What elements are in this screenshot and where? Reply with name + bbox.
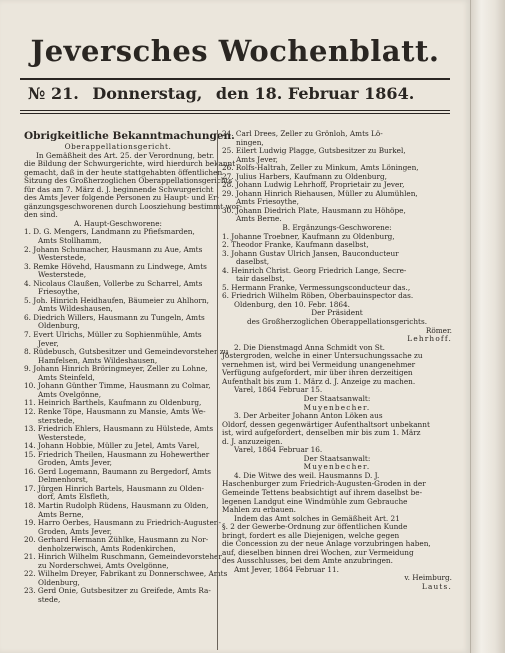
text-line: sterstede, xyxy=(38,415,75,425)
text-line: 4. Die Witwe des weil. Hausmanns D. J. xyxy=(234,470,380,480)
right-column-text xyxy=(222,130,452,592)
text-line: 24. Carl Drees, Zeller zu Grönloh, Amts Lö- xyxy=(222,129,383,138)
text-line: des Ausschlusses, bei dem Amte anzubringen. xyxy=(222,556,393,566)
text-line: 3. Der Arbeiter Johann Anton Löken aus xyxy=(234,411,383,421)
text-line: Amts Berne. xyxy=(236,214,282,224)
text-line: 23. Gerd Onie, Gutsbesitzer zu Greifede, Amts Ra- xyxy=(24,586,211,596)
text-line: 25. Eilert Ludwig Plagge, Gutsbesitzer zu Burkel, xyxy=(222,146,406,156)
text-line: Verfügung aufgefordert, mir über ihren derzeitigen xyxy=(222,368,413,378)
text-line: 4. Heinrich Christ. Georg Friedrich Lange, Secre- xyxy=(222,265,407,275)
text-line: 16. Gerd Logemann, Baumann zu Bergedorf, Amts xyxy=(24,466,212,476)
text-line: 2. Die Dienstmagd Anna Schmidt von St. xyxy=(234,342,385,352)
text-line: 5. Hermann Franke, Vermessungsconducteur das., xyxy=(222,282,411,292)
text-line: Der Staatsanwalt: xyxy=(303,453,371,463)
text-line: 29. Johann Hinrich Riehausen, Müller zu Alumühlen, xyxy=(222,188,418,198)
text-line: die Bildung der Schwurgerichte, wird hierdurch bekannt xyxy=(24,159,236,169)
text-line: Friesoythe, xyxy=(38,287,80,297)
text-line: 11. Heinrich Barthels, Kaufmann zu Oldenburg, xyxy=(24,398,202,408)
text-line: Aufenthalt bis zum 1. März d. J. Anzeige zu machen. xyxy=(222,376,416,386)
text-line: bringt, fordert es alle Diejenigen, welche gegen xyxy=(222,530,400,540)
text-line: Indem das Amt solches in Gemäßheit Art. 21 xyxy=(234,513,400,523)
text-line: 26. Rolfs-Haltrah, Zeller zu Minkum, Amts Löningen, xyxy=(222,163,419,173)
text-line: Westerstede, xyxy=(38,270,87,280)
text-line: stede, xyxy=(38,594,61,604)
dateline-rule xyxy=(20,110,450,111)
text-line: 30. Johann Diedrich Plate, Hausmann zu Höhöpe, xyxy=(222,205,406,215)
text-line: ningen, xyxy=(236,137,264,147)
column-divider xyxy=(217,130,218,650)
left-column-text xyxy=(24,150,242,605)
text-line: 15. Friedrich Theilen, Hausmann zu Hohewerther xyxy=(24,449,210,459)
text-line: 28. Johann Ludwig Lehrhoff, Proprietair zu Jever, xyxy=(222,180,405,190)
text-line: daselbst, xyxy=(236,257,270,267)
text-line: d. J. anzuzeigen. xyxy=(222,436,283,446)
text-line: legenen Landgut eine Windmühle zum Gebrauche xyxy=(222,496,408,506)
text-line: tair daselbst, xyxy=(236,274,285,284)
text-line: Gemeinde Tettens beabsichtigt auf ihrem daselbst be- xyxy=(222,487,423,497)
text-line: Oldenburg, xyxy=(38,321,80,331)
text-line: Amts Jever, xyxy=(236,154,278,164)
masthead-rule xyxy=(20,78,450,80)
dateline xyxy=(28,84,448,103)
text-line: 3. Remke Hövehd, Hausmann zu Lindwege, Amts xyxy=(24,261,207,271)
text-line: B. Ergänzungs-Geschworene: xyxy=(282,223,392,233)
text-line: Der Staatsanwalt: xyxy=(303,393,371,403)
text-line: 21. Hinrich Wilhelm Ruschmann, Gemeindevorsteher xyxy=(24,552,222,562)
text-line: Haschenburger zum Friedrich-Augusten-Groden in der xyxy=(222,479,426,489)
text-line: 6. Diedrich Willers, Hausmann zu Tungeln, Amts xyxy=(24,312,205,322)
text-line: Oldenburg, xyxy=(38,577,80,587)
text-line: dorf, Amts Elsfleth, xyxy=(38,492,110,502)
text-line: Der Präsident xyxy=(311,308,363,318)
section-subtitle: Oberappellationsgericht. xyxy=(64,142,172,151)
text-line: gänzungsgeschworenen durch Loosziehung bestimmt wor- xyxy=(24,201,242,211)
text-line: In Gemäßheit des Art. 25. der Verordnung, betr. xyxy=(36,150,215,160)
text-line: den sind. xyxy=(24,210,58,220)
text-line: 1. D. G. Mengers, Landmann zu Pfiefsmarden, xyxy=(24,227,195,237)
text-line: Westerstede, xyxy=(38,432,87,442)
text-line: Muyenbecher. xyxy=(303,462,371,472)
text-line: Oldorf, dessen gegenwärtiger Aufenthaltsort unbekannt xyxy=(222,419,430,429)
text-line: die Concession zu der neue Anlage vorzubringen haben, xyxy=(222,539,431,549)
text-line: Amt Jever, 1864 Februar 11. xyxy=(234,564,339,574)
text-line: Amts Stollhamm, xyxy=(38,236,102,246)
text-line: Varel, 1864 Februar 15. xyxy=(234,385,323,395)
text-line: des Großherzoglichen Oberappellationsgerichts. xyxy=(246,317,428,327)
text-line: 27. Julius Harbers, Kaufmann zu Oldenburg, xyxy=(222,171,387,181)
text-line: 14. Johann Hobbie, Müller zu Jetel, Amts Varel, xyxy=(24,441,200,451)
text-line: auf, dieselben binnen drei Wochen, zur Vermeidung xyxy=(222,547,414,557)
text-line: 12. Renke Töpe, Hausmann zu Mansie, Amts We- xyxy=(24,406,206,416)
text-line: zu Norderschwei, Amts Ovelgönne, xyxy=(38,560,169,570)
issue-number: № 21. xyxy=(28,84,79,103)
text-line: Lauts. xyxy=(421,581,452,591)
text-line: Muyenbecher. xyxy=(303,402,371,412)
text-line: Westerstede, xyxy=(38,253,87,263)
text-line: Amts Steinfeld, xyxy=(38,372,95,382)
text-line: Sitzung des Großherzoglichen Oberappellationsgerichts xyxy=(24,176,233,186)
text-line: 22. Wilhelm Dreyer, Fabrikant zu Donnerschwee, Amts xyxy=(24,569,228,579)
text-line: 13. Friedrich Ehlers, Hausmann zu Hülstede, Amts xyxy=(24,424,214,434)
text-line: 1. Johanne Troebner, Kaufmann zu Oldenburg, xyxy=(222,231,395,241)
text-line: Jöstergroden, welche in einer Untersuchungssache zu xyxy=(222,351,423,361)
text-line: Amts Berne, xyxy=(38,509,84,519)
text-line: Groden, Amts Jever, xyxy=(38,526,112,536)
text-line: v. Heimburg. xyxy=(404,573,452,583)
text-line: 7. Evert Ulrichs, Müller zu Sophienmühle, Amts xyxy=(24,330,202,340)
right-column xyxy=(222,130,452,630)
text-line: 10. Johann Günther Timme, Hausmann zu Colmar, xyxy=(24,381,211,391)
text-line: Delmenhorst, xyxy=(38,475,89,485)
text-line: denholzerwisch, Amts Rodenkirchen, xyxy=(38,543,176,553)
text-line: Lehrhoff. xyxy=(407,334,452,344)
newspaper-masthead: Jeversches Wochenblatt. xyxy=(30,34,440,68)
text-line: 5. Joh. Hinrich Heidhaufen, Bäumeier zu Ahlhorn, xyxy=(24,295,209,305)
text-line: ist, wird aufgefordert, denselben mir bis zum 1. März xyxy=(222,428,421,438)
text-line: Amts Wildeshausen, xyxy=(38,304,113,314)
text-line: 6. Friedrich Wilhelm Röben, Oberbauinspector das. xyxy=(222,291,414,301)
left-column xyxy=(24,130,242,650)
text-line: Jever, xyxy=(38,338,59,348)
text-line: Amts Ovelgönne, xyxy=(38,389,102,399)
dateline-rule-thin xyxy=(20,113,450,114)
text-line: gemacht, daß in der heute stattgehabten öffentlichen xyxy=(24,167,223,177)
text-line: Mahlen zu erbauen. xyxy=(222,505,296,515)
section-title: Obrigkeitliche Bekanntmachungen. xyxy=(24,130,235,142)
text-line: A. Haupt-Geschworene: xyxy=(74,218,162,228)
issue-weekday: Donnerstag, xyxy=(92,84,203,103)
text-line: vernehmen ist, wird bei Vermeidung unangenehmer xyxy=(222,359,416,369)
text-line: 4. Nicolaus Claußen, Vollerbe zu Scharrel, Amts xyxy=(24,278,203,288)
text-line: §. 2 der Gewerbe-Ordnung zur öffentlichen Kunde xyxy=(222,522,408,532)
text-line: Oldenburg, den 10. Febr. 1864. xyxy=(234,299,350,309)
text-line: des Amts Jever folgende Personen zu Haupt- und Er- xyxy=(24,193,220,203)
page-edge xyxy=(470,0,505,653)
text-line: Groden, Amts Jever, xyxy=(38,458,112,468)
text-line: Amts Friesoythe, xyxy=(236,197,299,207)
text-line: 3. Johann Gustav Ulrich Jansen, Bauconducteur xyxy=(222,248,399,258)
text-line: Varel, 1864 Februar 16. xyxy=(234,445,323,455)
text-line: für das am 7. März d. J. beginnende Schwurgericht xyxy=(24,184,214,194)
text-line: 18. Martin Rudolph Rüdens, Hausmann zu Olden, xyxy=(24,500,209,510)
text-line: 2. Johann Schumacher, Hausmann zu Aue, Amts xyxy=(24,244,203,254)
issue-date: den 18. Februar 1864. xyxy=(215,84,415,103)
text-line: 17. Jürgen Hinrich Bartels, Hausmann zu Olden- xyxy=(24,483,205,493)
text-line: 20. Gerhard Hermann Zühlke, Hausmann zu Nor- xyxy=(24,535,209,545)
text-line: 9. Johann Hinrich Bröringmeyer, Zeller zu Lohne, xyxy=(24,364,208,374)
text-line: 2. Theodor Franke, Kaufmann daselbst, xyxy=(222,240,369,250)
text-line: 19. Harro Oerbes, Hausmann zu Friedrich-Augusten- xyxy=(24,518,221,528)
text-line: Hamfelsen, Amts Wildeshausen, xyxy=(38,355,158,365)
text-line: Römer. xyxy=(425,325,452,335)
text-line: 8. Rüdebusch, Gutsbesitzer und Gemeindevorsteher zu xyxy=(24,347,229,357)
